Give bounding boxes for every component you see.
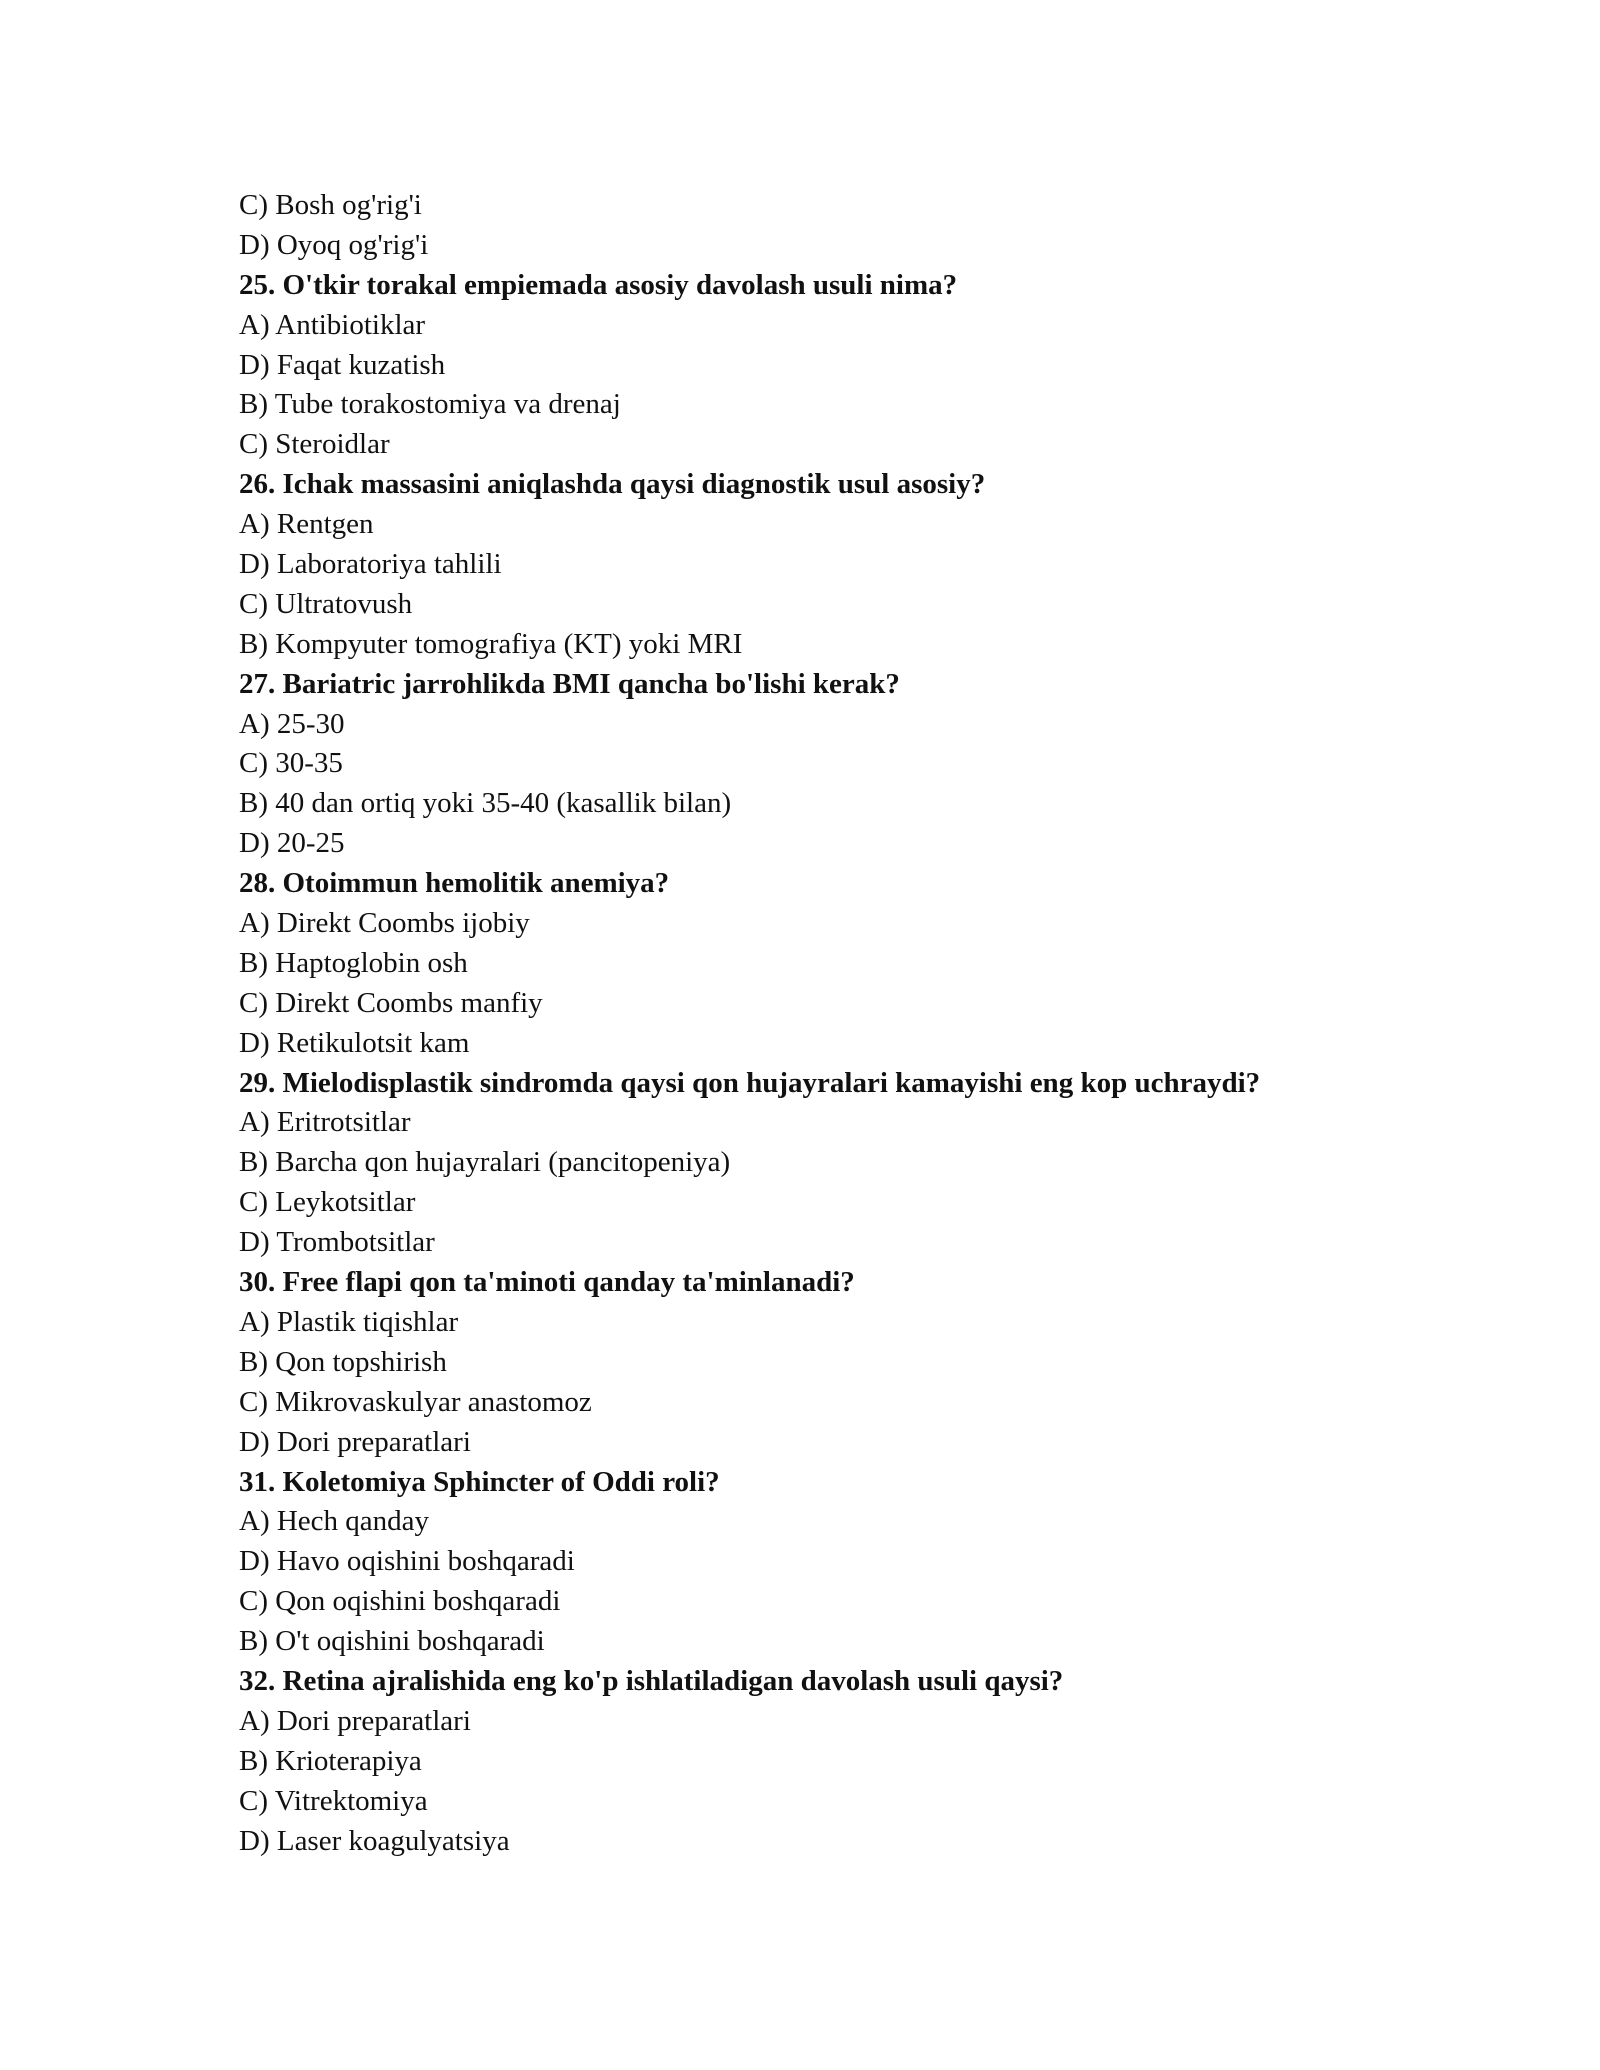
option-line: A) Antibiotiklar — [239, 308, 426, 341]
option-line: D) Oyoq og'rig'i — [239, 228, 429, 261]
option-line: C) Direkt Coombs manfiy — [239, 986, 543, 1019]
option-line: D) Dori preparatlari — [239, 1425, 471, 1458]
question-30: 30. Free flapi qon ta'minoti qanday ta'minlanadi? — [239, 1266, 855, 1299]
option-line: C) Ultratovush — [239, 587, 413, 620]
option-line: B) Barcha qon hujayralari (pancitopeniya) — [239, 1146, 731, 1179]
option-line: D) Laser koagulyatsiya — [239, 1824, 510, 1857]
option-line: A) Eritrotsitlar — [239, 1106, 411, 1139]
option-line: A) Direkt Coombs ijobiy — [239, 907, 530, 940]
option-line: C) 30-35 — [239, 747, 343, 780]
question-26: 26. Ichak massasini aniqlashda qaysi diagnostik usul asosiy? — [239, 468, 986, 501]
option-line: C) Steroidlar — [239, 428, 390, 461]
option-line: B) Krioterapiya — [239, 1744, 422, 1777]
question-28: 28. Otoimmun hemolitik anemiya? — [239, 867, 670, 900]
option-line: B) O't oqishini boshqaradi — [239, 1625, 545, 1658]
option-line: C) Qon oqishini boshqaradi — [239, 1585, 561, 1618]
question-27: 27. Bariatric jarrohlikda BMI qancha bo'lishi kerak? — [239, 667, 900, 700]
option-line: B) Kompyuter tomografiya (KT) yoki MRI — [239, 627, 743, 660]
option-line: D) Retikulotsit kam — [239, 1026, 470, 1059]
option-line: C) Vitrektomiya — [239, 1784, 428, 1817]
option-line: A) Plastik tiqishlar — [239, 1305, 459, 1338]
option-line: A) Dori preparatlari — [239, 1704, 471, 1737]
question-32: 32. Retina ajralishida eng ko'p ishlatiladigan davolash usuli qaysi? — [239, 1664, 1064, 1697]
option-line: C) Mikrovaskulyar anastomoz — [239, 1385, 592, 1418]
option-line: B) Tube torakostomiya va drenaj — [239, 388, 621, 421]
question-31: 31. Koletomiya Sphincter of Oddi roli? — [239, 1465, 720, 1498]
option-line: D) Havo oqishini boshqaradi — [239, 1545, 575, 1578]
question-29: 29. Mielodisplastik sindromda qaysi qon hujayralari kamayishi eng kop uchraydi? — [239, 1066, 1261, 1099]
option-line: D) 20-25 — [239, 827, 345, 860]
quiz-content — [239, 186, 1439, 1861]
option-line: B) Haptoglobin osh — [239, 946, 468, 979]
option-line: A) Rentgen — [239, 508, 374, 541]
option-line: B) Qon topshirish — [239, 1345, 447, 1378]
question-25: 25. O'tkir torakal empiemada asosiy davolash usuli nima? — [239, 268, 958, 301]
option-line: D) Faqat kuzatish — [239, 348, 446, 381]
option-line: D) Laboratoriya tahlili — [239, 548, 502, 581]
option-line: B) 40 dan ortiq yoki 35-40 (kasallik bilan) — [239, 787, 732, 820]
option-line: C) Leykotsitlar — [239, 1186, 416, 1219]
option-line: C) Bosh og'rig'i — [239, 189, 422, 221]
option-line: D) Trombotsitlar — [239, 1226, 435, 1259]
option-line: A) Hech qanday — [239, 1505, 430, 1538]
option-line: A) 25-30 — [239, 707, 345, 740]
